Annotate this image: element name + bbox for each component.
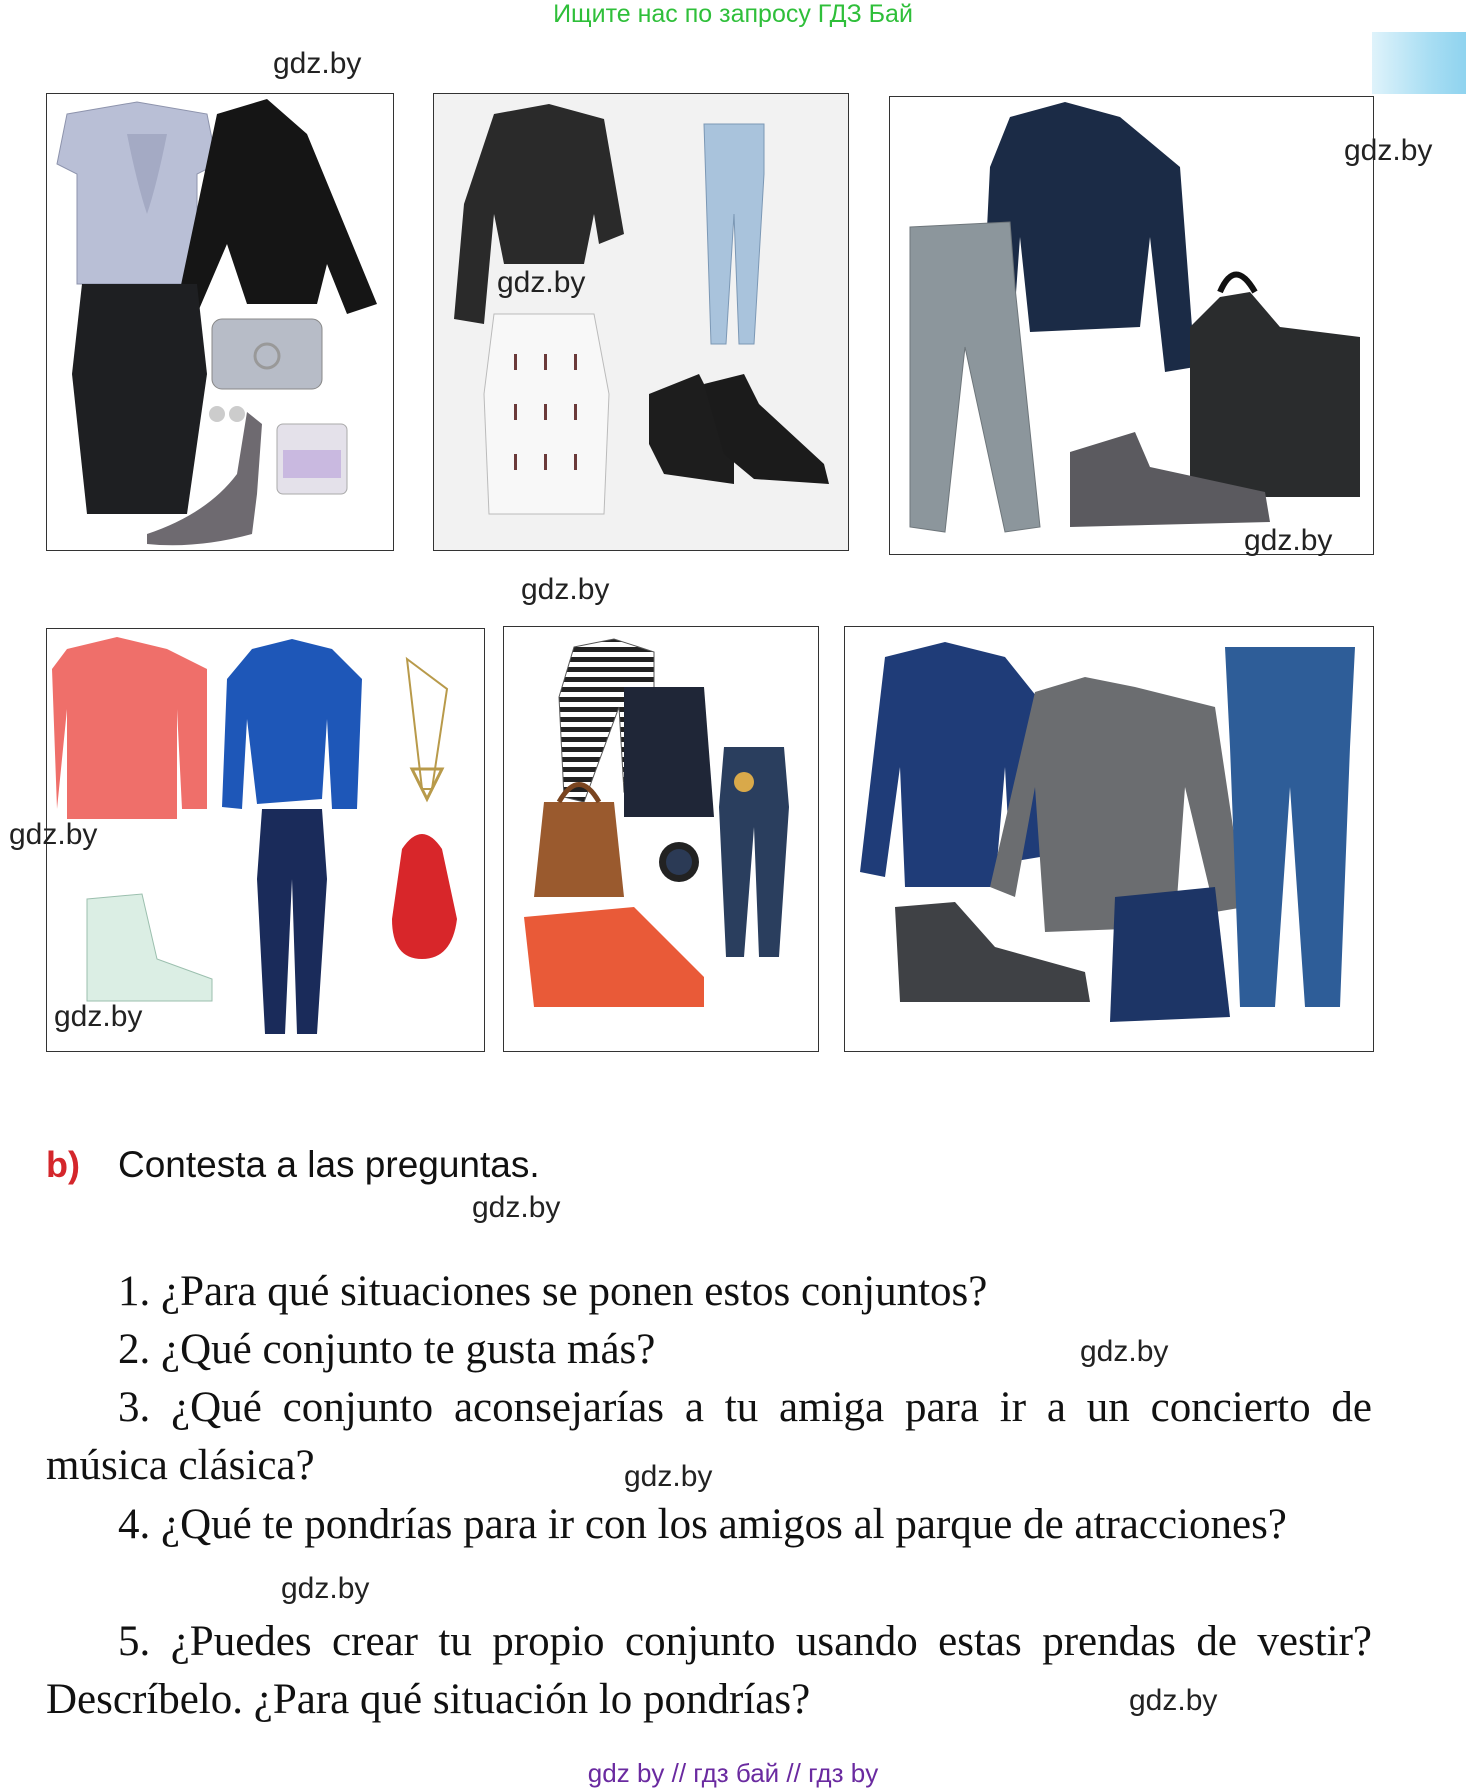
watermark: gdz.by	[281, 1572, 370, 1605]
outfit-6-illustration	[845, 627, 1373, 1051]
question-number: 2.	[118, 1326, 151, 1373]
task-instruction: Contesta a las preguntas.	[118, 1144, 540, 1185]
watermark: gdz.by	[472, 1191, 561, 1224]
top-banner: Ищите нас по запросу ГДЗ Бай	[553, 0, 913, 28]
question-text: ¿Para qué situaciones se ponen estos conjuntos?	[161, 1268, 988, 1315]
watermark: gdz.by	[521, 573, 610, 606]
question-1	[46, 1263, 1372, 1321]
question-text: ¿Qué conjunto aconsejarías a tu amiga para ir a un concierto de música clásica?	[46, 1384, 1372, 1489]
question-number: 3.	[118, 1384, 151, 1431]
outfit-1-illustration	[47, 94, 393, 550]
outfit-image-6	[844, 626, 1374, 1052]
watermark: gdz.by	[1080, 1335, 1169, 1368]
watermark: gdz.by	[1129, 1684, 1218, 1717]
outfit-image-3	[889, 96, 1374, 555]
question-2	[46, 1321, 1372, 1379]
outfit-4-illustration	[47, 629, 484, 1051]
watermark: gdz.by	[1244, 524, 1333, 557]
outfit-image-5	[503, 626, 819, 1052]
question-4	[46, 1496, 1372, 1554]
question-text: ¿Puedes crear tu propio conjunto usando estas prendas de vestir? Descríbelo. ¿Para qué situación lo pondrías?	[46, 1618, 1373, 1723]
corner-tab-decoration	[1372, 32, 1466, 94]
question-number: 1.	[118, 1268, 151, 1315]
outfit-image-1	[46, 93, 394, 551]
watermark: gdz.by	[624, 1460, 713, 1493]
outfit-3-illustration	[890, 97, 1373, 554]
question-number: 5.	[118, 1618, 151, 1665]
outfit-image-2	[433, 93, 849, 551]
question-text: ¿Qué conjunto te gusta más?	[161, 1326, 656, 1373]
footer-links: gdz by // гдз бай // гдз by	[587, 1758, 879, 1788]
outfit-2-illustration	[434, 94, 848, 550]
question-text: ¿Qué te pondrías para ir con los amigos al parque de atracciones?	[161, 1501, 1287, 1548]
outfit-5-illustration	[504, 627, 818, 1051]
watermark: gdz.by	[9, 818, 98, 851]
watermark: gdz.by	[1344, 134, 1433, 167]
outfit-image-4	[46, 628, 485, 1052]
watermark: gdz.by	[497, 266, 586, 299]
question-number: 4.	[118, 1501, 151, 1548]
watermark: gdz.by	[273, 47, 362, 80]
watermark: gdz.by	[54, 1000, 143, 1033]
task-letter: b)	[46, 1144, 80, 1185]
